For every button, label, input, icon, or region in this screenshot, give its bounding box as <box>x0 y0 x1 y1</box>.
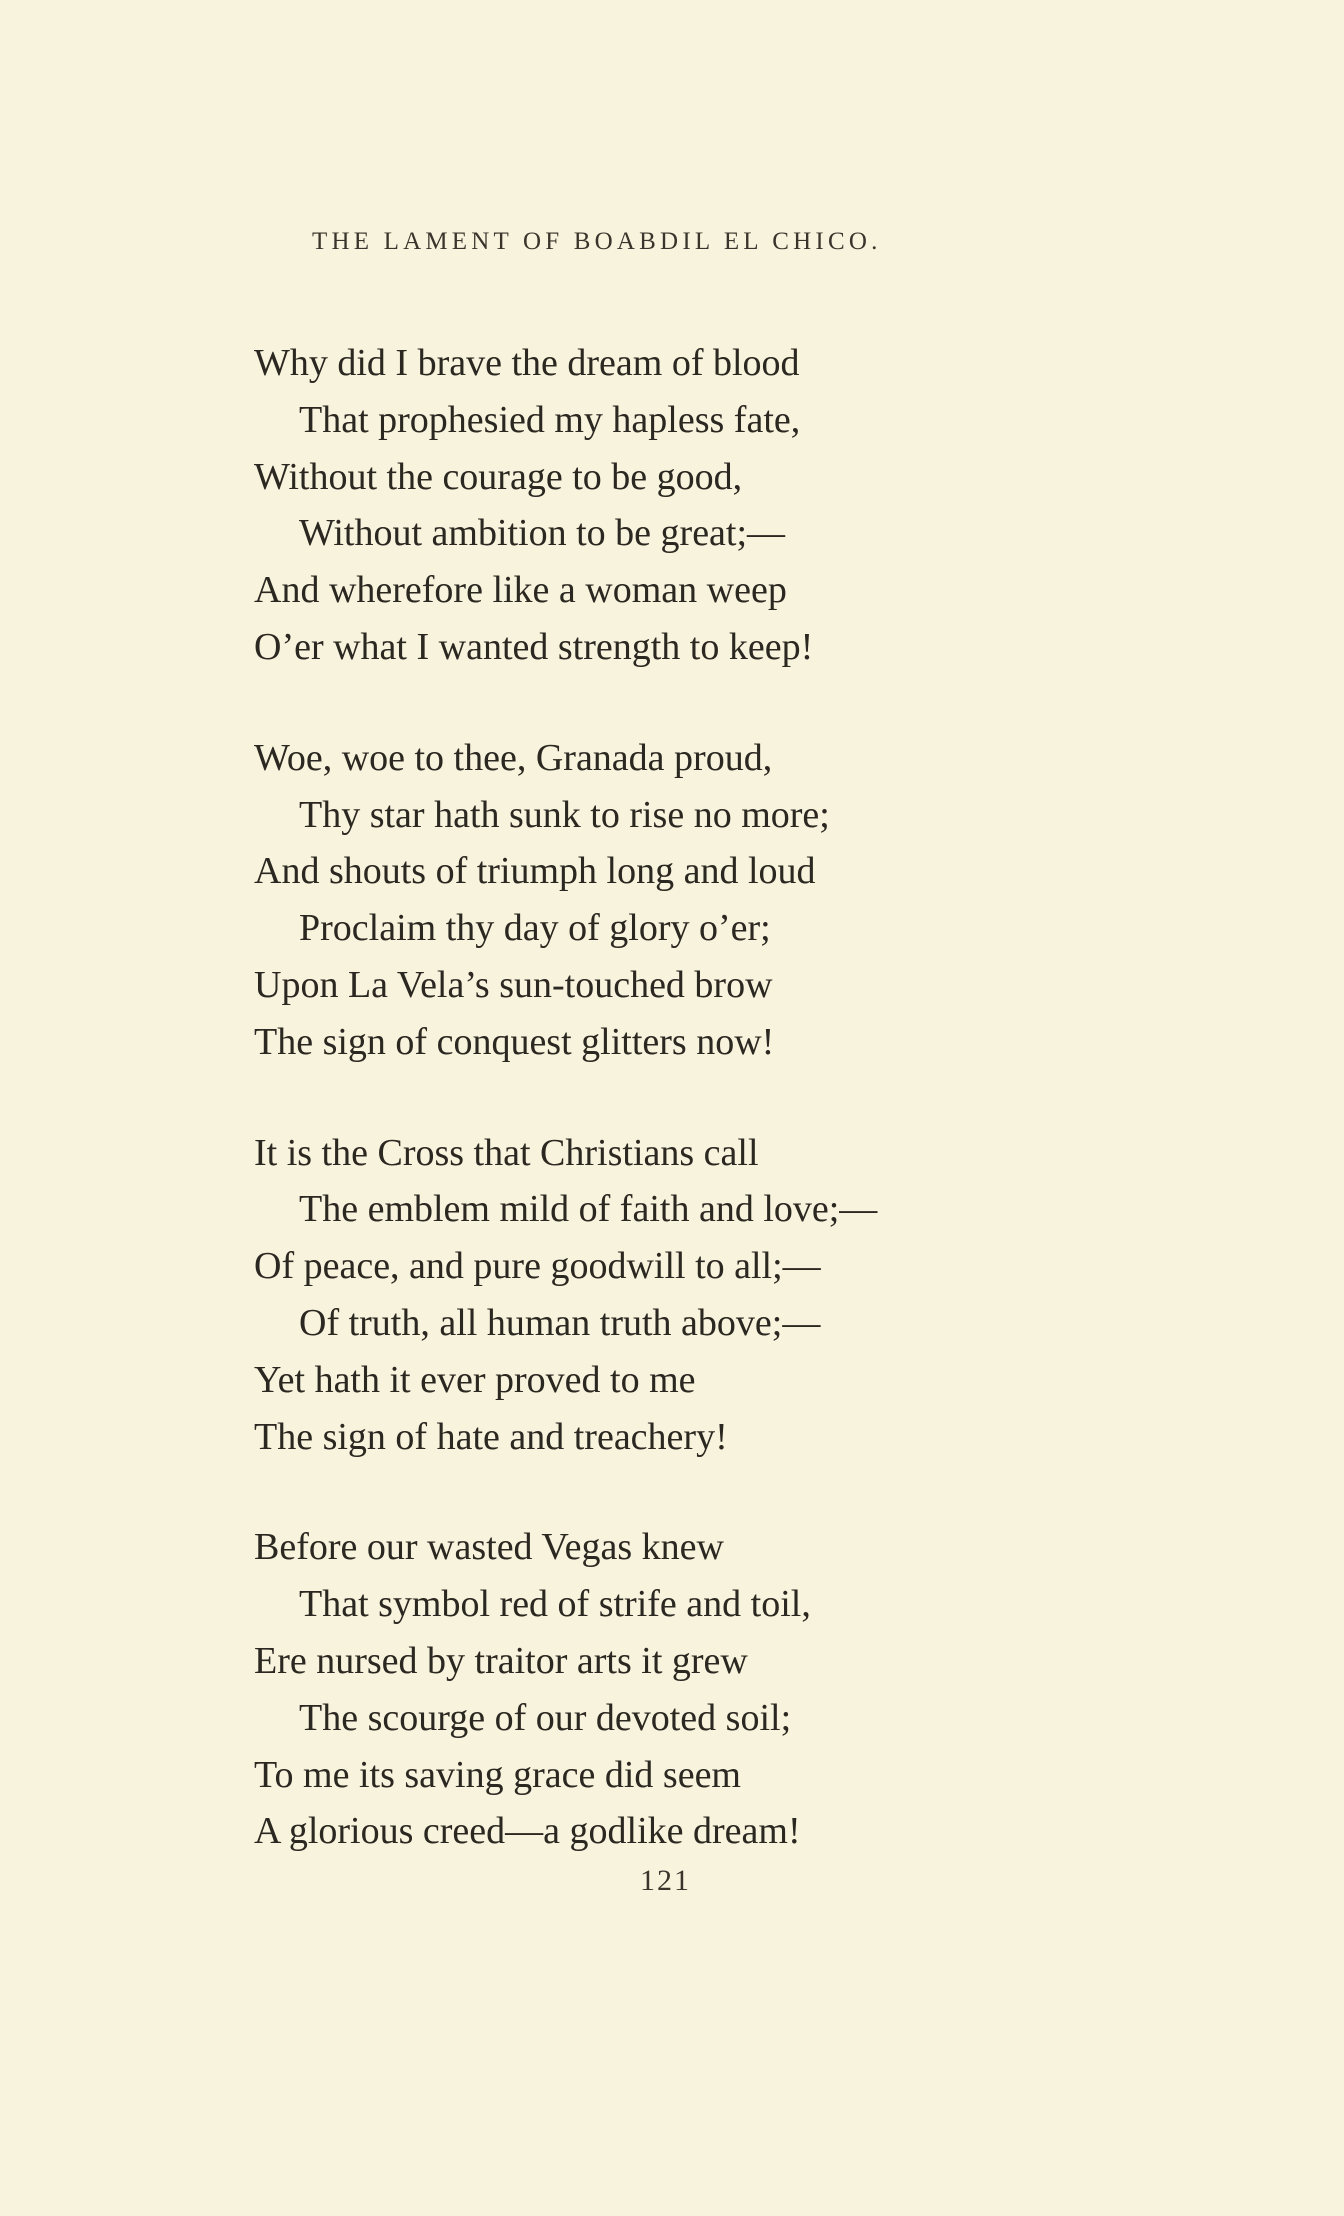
poem-line: Ere nursed by traitor arts it grew <box>254 1639 748 1682</box>
poem-line: The emblem mild of faith and love;— <box>299 1188 878 1231</box>
poem-line: Before our wasted Vegas knew <box>254 1526 724 1569</box>
stanza-1 <box>254 335 1254 676</box>
poem-line: Proclaim thy day of glory o’er; <box>299 907 771 950</box>
page-number: 121 <box>640 1864 691 1897</box>
poem-line: And shouts of triumph long and loud <box>254 850 816 893</box>
stanza-2 <box>254 730 1254 1071</box>
stanza-4 <box>254 1519 1254 1860</box>
poem-line: Upon La Vela’s sun-touched brow <box>254 963 773 1006</box>
poem-line: Of peace, and pure goodwill to all;— <box>254 1245 821 1288</box>
poem-line: Of truth, all human truth above;— <box>299 1301 821 1344</box>
poem-line: Woe, woe to thee, Granada proud, <box>254 736 773 779</box>
poem-line: That symbol red of strife and toil, <box>299 1583 811 1626</box>
poem-line: To me its saving grace did seem <box>254 1753 741 1796</box>
poem-line: The sign of conquest glitters now! <box>254 1020 775 1063</box>
poem-line: Without ambition to be great;— <box>299 512 786 555</box>
poem-line: O’er what I wanted strength to keep! <box>254 625 814 668</box>
poem-line: The sign of hate and treachery! <box>254 1415 728 1458</box>
poem-line: It is the Cross that Christians call <box>254 1131 759 1174</box>
poem-line: Without the courage to be good, <box>254 455 743 498</box>
stanza-3 <box>254 1125 1254 1466</box>
poem <box>254 335 1254 1914</box>
poem-line: And wherefore like a woman weep <box>254 569 787 612</box>
poem-line: That prophesied my hapless fate, <box>299 398 801 441</box>
poem-line: Why did I brave the dream of blood <box>254 342 800 384</box>
poem-line: Yet hath it ever proved to me <box>254 1358 696 1401</box>
poem-line: A glorious creed—a godlike dream! <box>254 1810 801 1853</box>
running-head: THE LAMENT OF BOABDIL EL CHICO. <box>312 228 882 255</box>
poem-line: Thy star hath sunk to rise no more; <box>299 793 830 836</box>
poem-line: The scourge of our devoted soil; <box>299 1696 792 1739</box>
